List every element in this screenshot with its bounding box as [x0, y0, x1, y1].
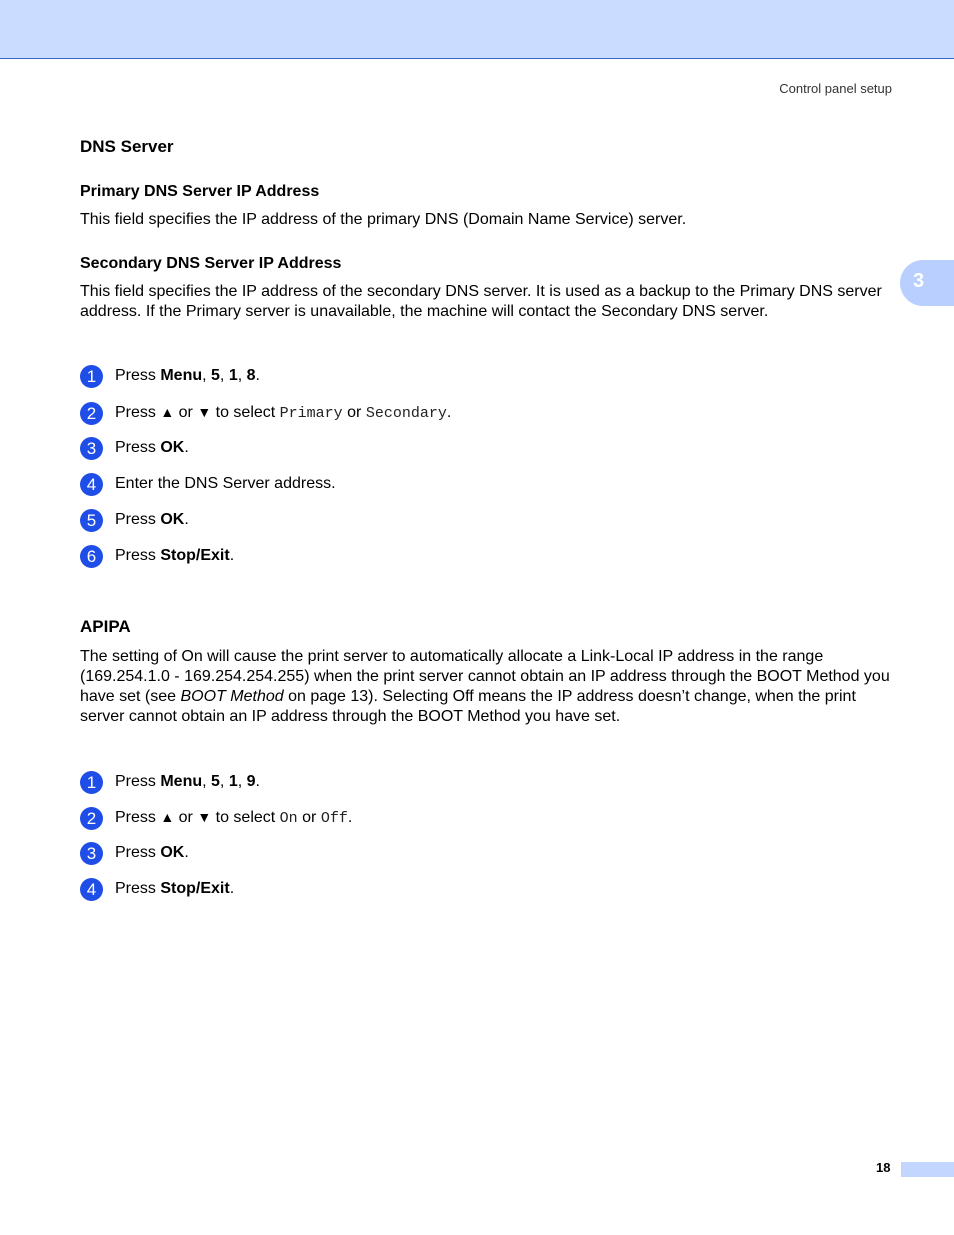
dns-step-6: [80, 544, 234, 568]
step-text: Press Stop/Exit.: [115, 547, 235, 564]
primary-dns-heading: Primary DNS Server IP Address: [80, 183, 320, 200]
page-number: 18: [876, 1160, 891, 1175]
option-primary: Primary: [279, 405, 343, 422]
down-arrow-icon: ▼: [197, 809, 212, 825]
step-number-badge: 3: [80, 842, 103, 865]
up-arrow-icon: ▲: [160, 404, 175, 420]
secondary-dns-description: This field specifies the IP address of the secondary DNS server. It is used as a backup to the Primary DNS server address. If the Primary server is unavailable, the machine will contact the Secondary DNS server.: [80, 283, 882, 320]
step-text: Press ▲ or ▼ to select On or Off.: [115, 809, 353, 827]
boot-method-reference: BOOT Method: [180, 688, 284, 705]
option-on: On: [279, 810, 298, 827]
step-text: Enter the DNS Server address.: [115, 475, 336, 492]
dns-step-4: [80, 472, 336, 496]
apipa-step-4: [80, 877, 234, 901]
step-number-badge: 3: [80, 437, 103, 460]
step-number-badge: 1: [80, 771, 103, 794]
dns-step-1: [80, 364, 260, 388]
option-secondary: Secondary: [365, 405, 447, 422]
dns-step-3: [80, 436, 189, 460]
step-text: Press ▲ or ▼ to select Primary or Secondary.: [115, 404, 452, 422]
apipa-step-3: [80, 841, 189, 865]
secondary-dns-heading: Secondary DNS Server IP Address: [80, 255, 342, 272]
option-off: Off: [320, 810, 348, 827]
step-text: Press Menu, 5, 1, 8.: [115, 367, 260, 384]
step-text: Press Menu, 5, 1, 9.: [115, 773, 260, 790]
step-text: Press OK.: [115, 511, 189, 528]
step-number-badge: 6: [80, 545, 103, 568]
apipa-heading: APIPA: [80, 617, 131, 636]
chapter-number: 3: [913, 270, 925, 292]
chapter-tab: [900, 260, 954, 306]
header-band: [0, 0, 954, 59]
running-header: Control panel setup: [779, 81, 892, 96]
primary-dns-description: This field specifies the IP address of the primary DNS (Domain Name Service) server.: [80, 211, 687, 228]
apipa-step-1: [80, 770, 260, 794]
page-number-bar: [901, 1162, 954, 1177]
dns-step-5: [80, 508, 189, 532]
step-text: Press OK.: [115, 439, 189, 456]
step-number-badge: 4: [80, 878, 103, 901]
dns-step-2: [80, 400, 451, 424]
down-arrow-icon: ▼: [197, 404, 212, 420]
step-text: Press OK.: [115, 844, 189, 861]
up-arrow-icon: ▲: [160, 809, 175, 825]
step-text: Press Stop/Exit.: [115, 880, 235, 897]
step-number-badge: 4: [80, 473, 103, 496]
step-number-badge: 1: [80, 365, 103, 388]
step-number-badge: 5: [80, 509, 103, 532]
step-number-badge: 2: [80, 402, 103, 425]
apipa-step-2: [80, 805, 352, 829]
apipa-description: The setting of On will cause the print server to automatically allocate a Link-Local IP address in the range (169.254.1.0 - 169.254.254.255) when the print server cannot obtain an IP address through the BOOT Method you have set (see BOOT Method on page 13). Selecting Off means the IP address doesn’t change, when the print server cannot obtain an IP address through the BOOT Method you have set.: [80, 648, 890, 725]
step-number-badge: 2: [80, 807, 103, 830]
dns-server-heading: DNS Server: [80, 137, 174, 156]
